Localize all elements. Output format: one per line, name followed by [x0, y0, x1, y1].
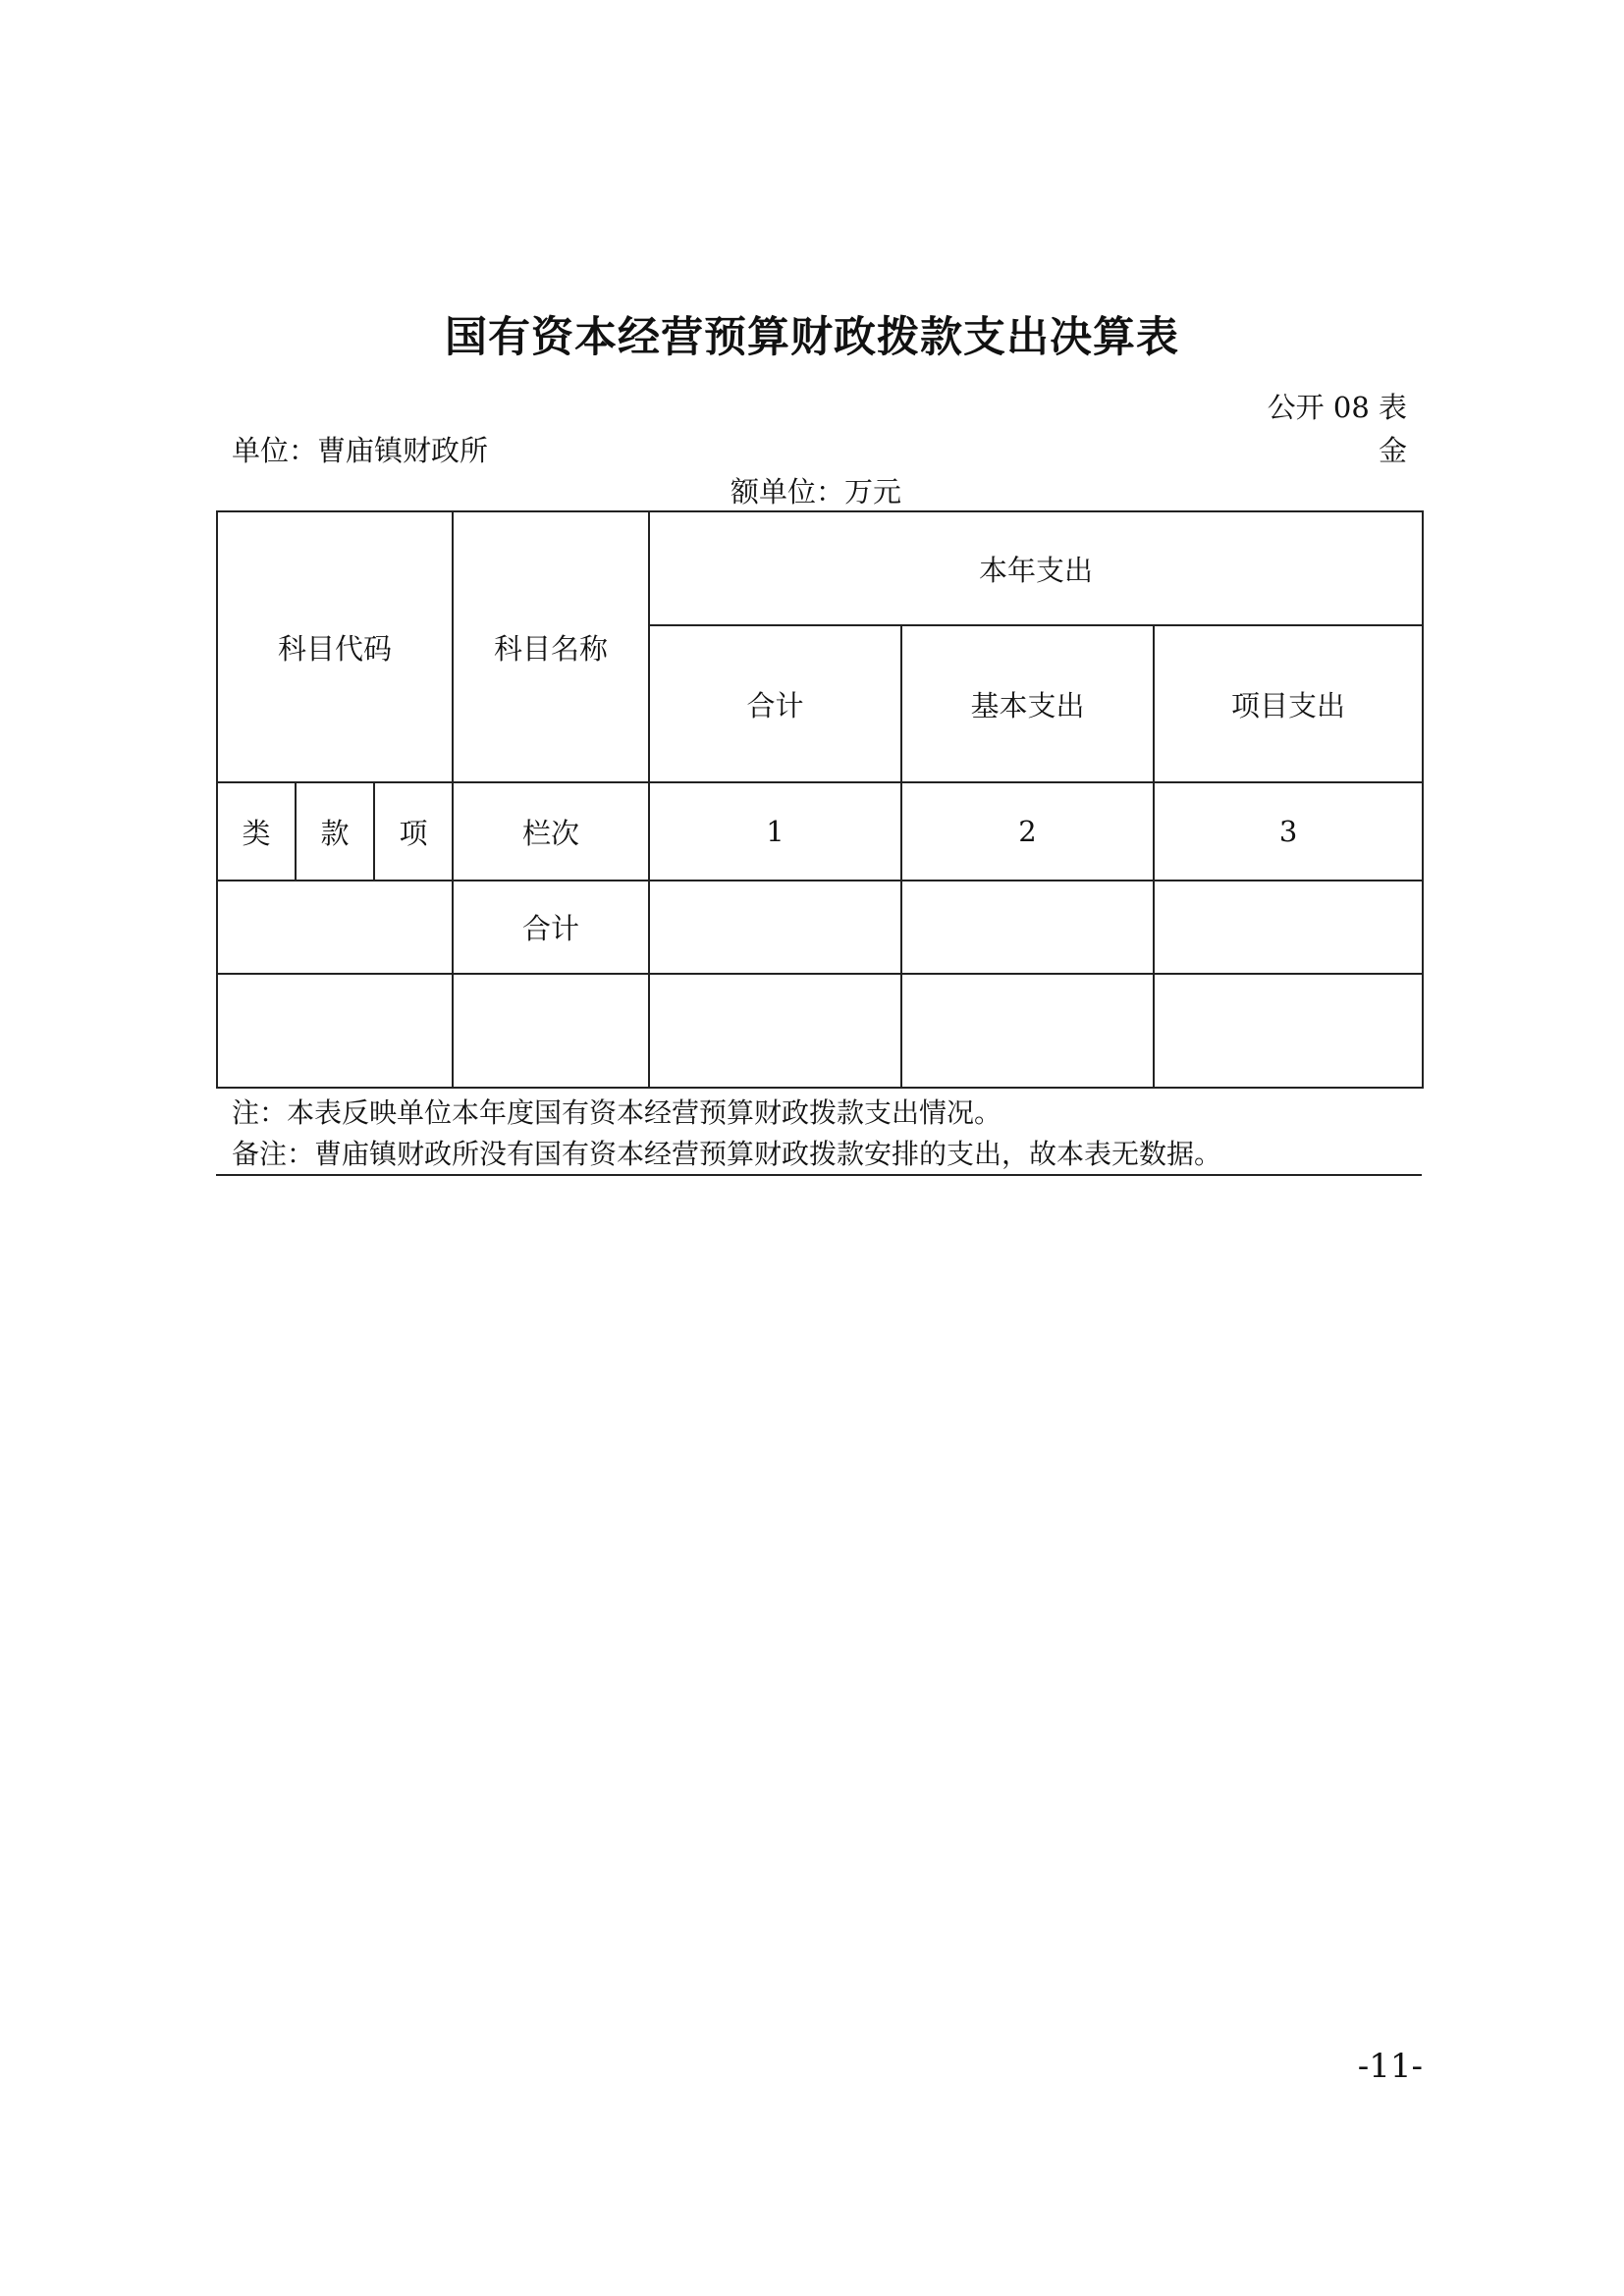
page-title: 国有资本经营预算财政拨款支出决算表: [445, 313, 1179, 362]
total-row-label: 合计: [453, 881, 649, 974]
unit-label: 单位：曹庙镇财政所: [232, 434, 489, 467]
header-project-expense: 项目支出: [1154, 625, 1423, 782]
column-index-1: 1: [649, 782, 901, 881]
header-subject-name: 科目名称: [453, 511, 649, 782]
bottom-rule: [216, 1174, 1422, 1176]
table-empty-row: [217, 974, 1423, 1088]
header-current-year-expense: 本年支出: [649, 511, 1423, 625]
expense-table: [216, 510, 1424, 1089]
page-number: -11-: [1357, 2047, 1423, 2086]
empty-row-name-cell: [453, 974, 649, 1088]
total-row-code-cell: [217, 881, 453, 974]
total-row-basic-cell: [901, 881, 1154, 974]
total-row-project-cell: [1154, 881, 1423, 974]
column-index-3: 3: [1154, 782, 1423, 881]
table-total-row: [217, 881, 1423, 974]
currency-unit-part1: 金: [1378, 434, 1407, 467]
empty-row-basic-cell: [901, 974, 1154, 1088]
header-xiang: 项: [374, 782, 453, 881]
header-lei: 类: [217, 782, 296, 881]
row-index-label: 栏次: [453, 782, 649, 881]
header-subject-code: 科目代码: [217, 511, 453, 782]
header-basic-expense: 基本支出: [901, 625, 1154, 782]
form-code: 公开 08 表: [1267, 391, 1407, 424]
column-index-2: 2: [901, 782, 1154, 881]
table-header-row-1: [217, 511, 1423, 625]
table-remark: 备注：曹庙镇财政所没有国有资本经营预算财政拨款安排的支出，故本表无数据。: [232, 1138, 1222, 1170]
empty-row-project-cell: [1154, 974, 1423, 1088]
header-total: 合计: [649, 625, 901, 782]
empty-row-code-cell: [217, 974, 453, 1088]
table-note: 注：本表反映单位本年度国有资本经营预算财政拨款支出情况。: [232, 1096, 1002, 1129]
total-row-sum-cell: [649, 881, 901, 974]
empty-row-sum-cell: [649, 974, 901, 1088]
currency-unit-part2: 额单位：万元: [731, 475, 902, 508]
header-kuan: 款: [296, 782, 374, 881]
table-index-row: [217, 782, 1423, 881]
